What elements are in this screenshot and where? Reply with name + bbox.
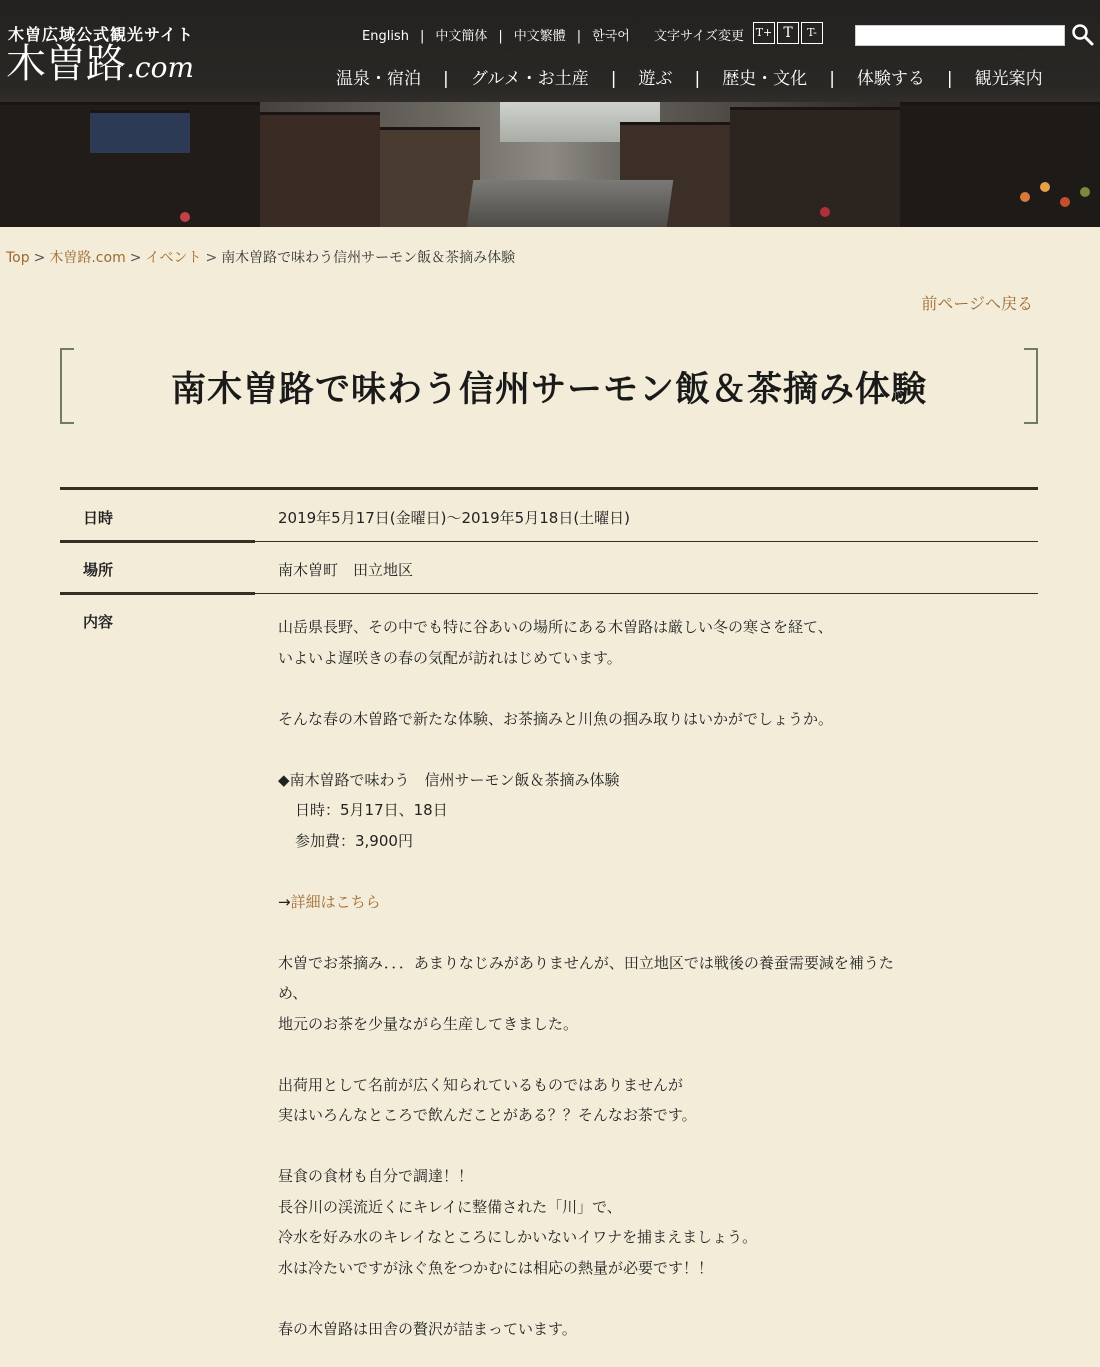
date-value: 2019年5月17日(金曜日)〜2019年5月18日(土曜日) <box>278 509 631 527</box>
content-line: 実はいろんなところで飲んだことがある？？そんなお茶です。 <box>278 1106 697 1124</box>
content-label: 内容 <box>83 613 114 631</box>
place-value: 南木曽町 田立地区 <box>278 561 414 579</box>
font-size-label: 文字サイズ変更 <box>654 29 744 44</box>
bracket-right <box>1024 348 1038 424</box>
breadcrumb-sep: > <box>33 250 46 266</box>
lang-chinese-simplified[interactable]: 中文簡体 <box>435 29 488 44</box>
content-line: 山岳県長野、その中でも特に谷あいの場所にある木曽路は厳しい冬の寒さを経て、 <box>278 618 833 636</box>
content-body <box>255 594 1018 1344</box>
breadcrumb-top[interactable]: Top <box>6 250 30 266</box>
arrow-icon: → <box>278 892 291 911</box>
date-label: 日時 <box>83 509 114 527</box>
place-label: 場所 <box>83 561 114 579</box>
search-icon[interactable] <box>1070 22 1094 46</box>
back-link[interactable]: 前ページへ戻る <box>921 294 1033 313</box>
content-line: 参加費：3,900円 <box>295 831 413 850</box>
site-header <box>0 0 1100 227</box>
breadcrumb <box>6 247 515 267</box>
content-line: 日時：5月17日、18日 <box>295 801 448 819</box>
logo-text: 木曽路 <box>6 41 126 87</box>
nav-history[interactable]: 歴史・文化 <box>722 69 808 89</box>
nav-onsen[interactable]: 温泉・宿泊 <box>336 69 421 89</box>
nav-gourmet[interactable]: グルメ・お土産 <box>470 69 589 89</box>
content-line: 冷水を好み水のキレイなところにしかいないイワナを捕まえましょう。 <box>278 1228 758 1246</box>
logo-subtitle: 木曽広域公式観光サイト <box>8 25 194 44</box>
content-line: 昼食の食材も自分で調達！！ <box>278 1167 474 1185</box>
nav-experience[interactable]: 体験する <box>856 69 925 89</box>
font-larger-button[interactable]: T+ <box>753 22 775 44</box>
site-logo[interactable] <box>6 41 194 87</box>
language-links: English | 中文簡体 | 中文繁體 | 한국어 <box>362 29 630 44</box>
banner-image <box>0 102 1100 227</box>
breadcrumb-current: 南木曽路で味わう信州サーモン飯＆茶摘み体験 <box>221 250 516 266</box>
nav-play[interactable]: 遊ぶ <box>638 69 673 89</box>
content-line: 地元のお茶を少量ながら生産してきました。 <box>278 1014 579 1033</box>
row-place <box>60 542 1038 594</box>
content-line: ◆南木曽路で味わう 信州サーモン飯＆茶摘み体験 <box>278 770 620 789</box>
page-title: 南木曽路で味わう信州サーモン飯＆茶摘み体験 <box>170 370 927 410</box>
logo-com: .com <box>126 51 194 84</box>
content-line: 木曽でお茶摘み．．．あまりなじみがありませんが、田立地区では戦後の養蚕需要減を補うた <box>278 953 894 972</box>
content-line: そんな春の木曽路で新たな体験、お茶摘みと川魚の掴み取りはいかがでしょうか。 <box>278 709 834 728</box>
title-box <box>60 348 1038 422</box>
row-content <box>60 594 1038 1344</box>
font-size-buttons <box>753 22 825 44</box>
main-nav: 温泉・宿泊 | グルメ・お土産 | 遊ぶ | 歴史・文化 | 体験する | 観光案内 <box>336 64 1043 89</box>
event-details-table <box>60 487 1038 1344</box>
breadcrumb-site[interactable]: 木曽路.com <box>49 250 126 266</box>
content-line: 春の木曽路は田舎の贅沢が詰まっています。 <box>278 1319 577 1338</box>
row-date <box>60 490 1038 542</box>
content-line: 長谷川の渓流近くにキレイに整備された「川」で、 <box>278 1197 622 1216</box>
font-normal-button[interactable]: T <box>777 22 799 44</box>
content-line: 出荷用として名前が広く知られているものではありませんが <box>278 1075 684 1094</box>
content-line: いよいよ遅咲きの春の気配が訪れはじめています。 <box>278 648 622 667</box>
detail-link-line <box>278 887 1018 918</box>
breadcrumb-sep: > <box>129 250 142 266</box>
breadcrumb-events[interactable]: イベント <box>145 250 202 266</box>
content-line: 水は冷たいですが泳ぐ魚をつかむには相応の熱量が必要です！！ <box>278 1258 714 1277</box>
lang-english[interactable]: English <box>362 29 409 44</box>
breadcrumb-sep: > <box>205 250 218 266</box>
lang-chinese-traditional[interactable]: 中文繁體 <box>513 29 566 44</box>
detail-link[interactable]: 詳細はこちら <box>290 892 381 911</box>
nav-tourist-info[interactable]: 観光案内 <box>974 69 1043 89</box>
font-smaller-button[interactable]: T- <box>801 22 823 44</box>
search-input[interactable] <box>855 25 1065 46</box>
content-line: め、 <box>278 984 308 1002</box>
lang-korean[interactable]: 한국어 <box>592 29 630 44</box>
